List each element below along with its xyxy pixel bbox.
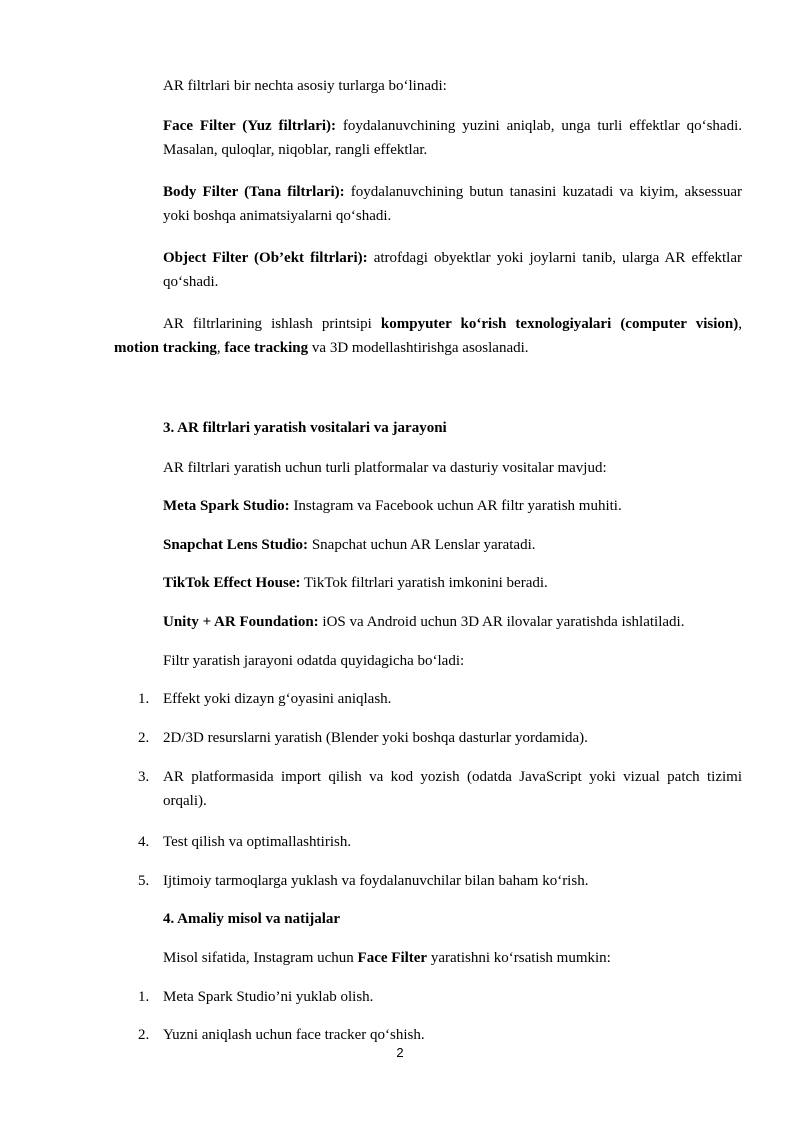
section-3-intro: AR filtrlari yaratish uchun turli platformalar va dasturiy vositalar mavjud: bbox=[163, 460, 607, 476]
principle-bold-3: face tracking bbox=[224, 340, 309, 356]
section-4-heading: 4. Amaliy misol va natijalar bbox=[163, 911, 341, 927]
list-text: Yuzni aniqlash uchun face tracker qo‘shish. bbox=[163, 1027, 425, 1043]
section-4-intro bbox=[114, 946, 742, 970]
section-4-intro-post: yaratishni ko‘rsatish mumkin: bbox=[427, 950, 611, 966]
tool-term: Meta Spark Studio: bbox=[163, 498, 290, 514]
list-number: 3. bbox=[138, 769, 150, 785]
face-filter-text: foydalanuvchining yuzini aniqlab, unga turli effektlar qo‘shadi. Masalan, quloqlar, niqoblar, rangli effektlar. bbox=[163, 118, 743, 158]
tool-text: TikTok filtrlari yaratish imkonini beradi. bbox=[300, 575, 548, 591]
face-filter-paragraph bbox=[163, 114, 742, 162]
body-filter-text: foydalanuvchining butun tanasini kuzatadi va kiyim, aksessuar yoki boshqa animatsiyalarni qo‘shadi. bbox=[163, 184, 742, 224]
tool-term: Unity + AR Foundation: bbox=[163, 614, 319, 630]
body-filter-term: Body Filter (Tana filtrlari): bbox=[163, 184, 345, 200]
list-number: 1. bbox=[138, 989, 150, 1005]
principle-paragraph bbox=[114, 312, 742, 360]
principle-sep-2: , bbox=[216, 340, 225, 356]
tool-unity bbox=[163, 610, 742, 634]
object-filter-term: Object Filter (Ob’ekt filtrlari): bbox=[163, 250, 368, 266]
object-filter-paragraph bbox=[163, 246, 742, 294]
principle-bold-2: motion tracking bbox=[114, 340, 217, 356]
section-3-heading: 3. AR filtrlari yaratish vositalari va jarayoni bbox=[163, 420, 447, 436]
tool-term: Snapchat Lens Studio: bbox=[163, 537, 309, 553]
principle-post: va 3D modellashtirishga asoslanadi. bbox=[308, 340, 529, 356]
list-number: 2. bbox=[138, 730, 150, 746]
section-4-intro-pre: Misol sifatida, Instagram uchun bbox=[163, 950, 358, 966]
list-text: Ijtimoiy tarmoqlarga yuklash va foydalanuvchilar bilan baham ko‘rish. bbox=[163, 873, 589, 889]
tool-meta-spark bbox=[163, 494, 742, 518]
face-filter-term: Face Filter (Yuz filtrlari): bbox=[163, 118, 337, 134]
principle-bold-1: kompyuter ko‘rish texnologiyalari (computer vision) bbox=[380, 316, 739, 332]
principle-pre: AR filtrlarining ishlash printsipi bbox=[163, 316, 381, 332]
list-text: Effekt yoki dizayn g‘oyasini aniqlash. bbox=[163, 691, 392, 707]
section-4-intro-bold: Face Filter bbox=[357, 950, 428, 966]
list-number: 2. bbox=[138, 1027, 150, 1043]
tool-lens-studio bbox=[163, 533, 742, 557]
list-text: 2D/3D resurslarni yaratish (Blender yoki boshqa dasturlar yordamida). bbox=[163, 730, 588, 746]
tool-effect-house bbox=[163, 571, 742, 595]
tool-text: Instagram va Facebook uchun AR filtr yaratish muhiti. bbox=[289, 498, 622, 514]
intro-paragraph: AR filtrlari bir nechta asosiy turlarga bo‘linadi: bbox=[163, 78, 447, 94]
principle-sep-1: , bbox=[738, 316, 743, 332]
list-number: 5. bbox=[138, 873, 150, 889]
list-number: 4. bbox=[138, 834, 150, 850]
page-number: 2 bbox=[396, 1045, 404, 1060]
tool-text: iOS va Android uchun 3D AR ilovalar yaratishda ishlatiladi. bbox=[318, 614, 685, 630]
tool-text: Snapchat uchun AR Lenslar yaratadi. bbox=[308, 537, 536, 553]
list-number: 1. bbox=[138, 691, 150, 707]
body-filter-paragraph bbox=[163, 180, 742, 228]
list-text: Meta Spark Studio’ni yuklab olish. bbox=[163, 989, 374, 1005]
object-filter-text: atrofdagi obyektlar yoki joylarni tanib, ularga AR effektlar qo‘shadi. bbox=[163, 250, 742, 290]
list-text: Test qilish va optimallashtirish. bbox=[163, 834, 352, 850]
list-text: AR platformasida import qilish va kod yozish (odatda JavaScript yoki vizual patch tizimi orqali). bbox=[163, 769, 742, 809]
process-intro: Filtr yaratish jarayoni odatda quyidagicha bo‘ladi: bbox=[163, 653, 465, 669]
tool-term: TikTok Effect House: bbox=[163, 575, 301, 591]
